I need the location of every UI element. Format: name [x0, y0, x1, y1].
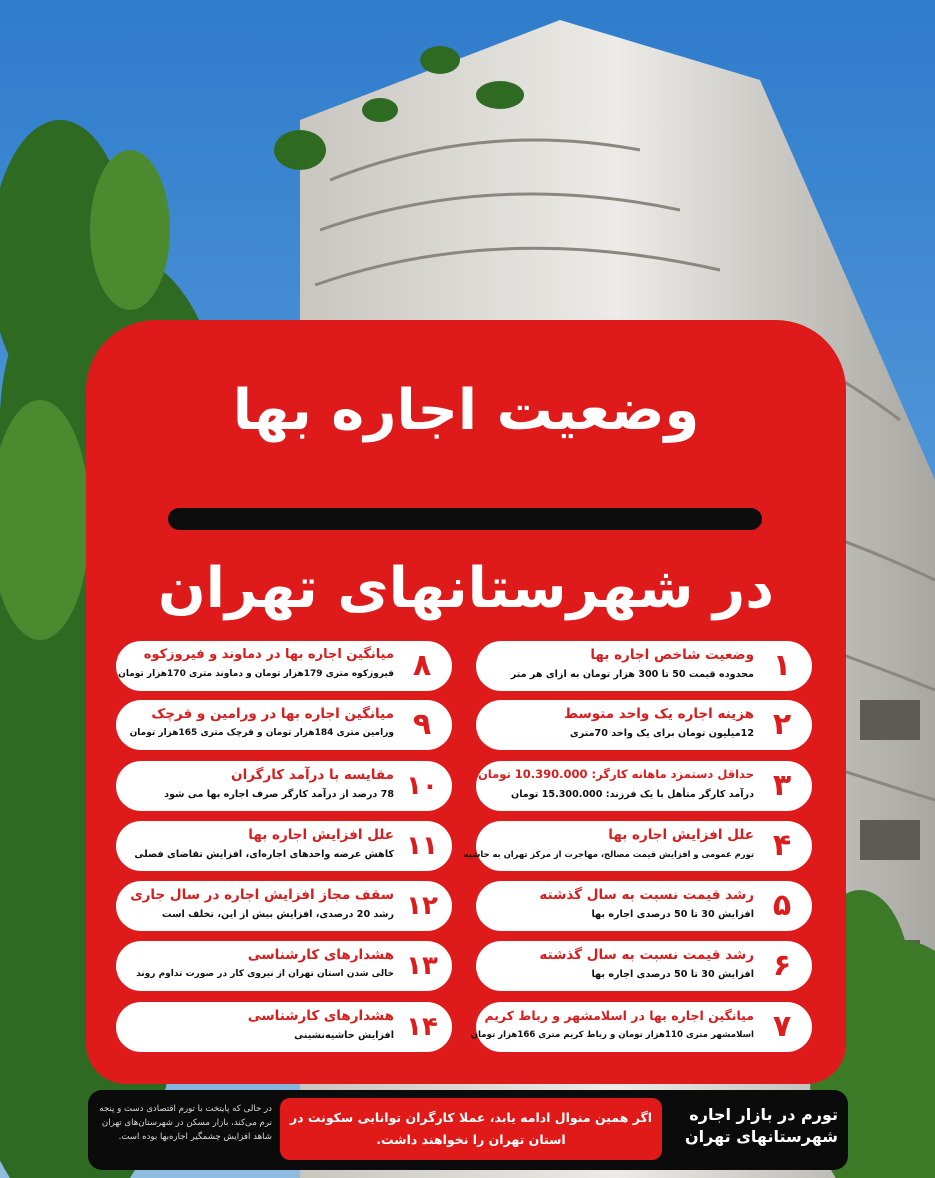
item-number: ۸ — [412, 648, 432, 683]
item-number: ۵ — [772, 888, 792, 923]
main-title: وضعیت اجاره بها — [232, 378, 700, 443]
list-item — [116, 1002, 452, 1052]
title-divider — [168, 508, 762, 530]
item-subtitle: افزایش 30 تا 50 درصدی اجاره بها — [591, 969, 754, 980]
list-item — [116, 881, 452, 931]
item-number: ۲ — [772, 707, 792, 742]
item-number: ۱ — [772, 648, 792, 683]
item-title: میانگین اجاره بها در اسلامشهر و رباط کریم — [484, 1008, 754, 1023]
item-title: وضعیت شاخص اجاره بها — [590, 647, 754, 663]
item-title: سقف مجاز افزایش اجاره در سال جاری — [130, 887, 394, 903]
item-subtitle: 12میلیون تومان برای یک واحد 70متری — [569, 728, 754, 739]
item-number: ۱۰ — [406, 771, 438, 801]
sub-title: در شهرستانهای تهران — [158, 556, 774, 621]
item-title: رشد قیمت نسبت به سال گذشته — [539, 947, 754, 963]
item-subtitle: کاهش عرضه واحدهای اجاره‌ای، افزایش تقاضای فصلی — [134, 849, 394, 860]
footer-heading: تورم در بازار اجاره شهرستانهای تهران — [685, 1105, 838, 1146]
list-item — [116, 700, 452, 750]
list-item — [470, 1002, 812, 1052]
list-item — [463, 821, 812, 871]
list-item — [116, 761, 452, 811]
item-title: علل افزایش اجاره بها — [608, 827, 754, 843]
list-item — [116, 821, 452, 871]
item-number: ۱۴ — [406, 1012, 438, 1042]
item-number: ۱۲ — [406, 891, 438, 921]
item-subtitle: ورامین متری 184هزار تومان و قرچک متری 165هزار تومان — [129, 728, 394, 738]
item-title: میانگین اجاره بها در دماوند و فیروزکوه — [143, 647, 394, 662]
item-subtitle: درآمد کارگر متأهل با یک فرزند: 15.300.000 تومان — [511, 789, 754, 800]
item-number: ۱۳ — [406, 951, 438, 981]
list-item — [476, 641, 812, 691]
list-item — [476, 761, 812, 811]
item-number: ۳ — [772, 768, 792, 803]
item-subtitle: خالی شدن استان تهران از نیروی کار در صورت تداوم روند — [136, 969, 394, 979]
footer-note: در حالی که پایتخت با تورم اقتصادی دست و پنجه نرم می‌کند، بازار مسکن در شهرستان‌های تهران شاهد افزایش چشمگیر اجاره‌بها بوده است. — [99, 1104, 272, 1142]
item-title: علل افزایش اجاره بها — [248, 827, 394, 843]
item-title: هشدارهای کارشناسی — [247, 1008, 394, 1024]
item-number: ۴ — [772, 828, 792, 863]
list-item — [476, 941, 812, 991]
item-title: مقایسه با درآمد کارگران — [231, 767, 394, 783]
item-title: هزینه اجاره یک واحد متوسط — [564, 706, 754, 722]
item-number: ۹ — [412, 707, 432, 742]
footer-highlight-box — [280, 1098, 662, 1160]
item-subtitle: افزایش 30 تا 50 درصدی اجاره بها — [591, 909, 754, 920]
item-subtitle: اسلامشهر متری 110هزار تومان و رباط کریم متری 166هزار تومان — [470, 1030, 754, 1040]
item-subtitle: افزایش حاشیه‌نشینی — [294, 1030, 394, 1041]
list-item — [476, 700, 812, 750]
item-number: ۷ — [772, 1009, 792, 1044]
item-title: میانگین اجاره بها در ورامین و قرچک — [151, 706, 394, 722]
item-title: حداقل دستمزد ماهانه کارگر: 10.390.000 تومان — [477, 767, 754, 781]
item-subtitle: فیروزکوه متری 179هزار تومان و دماوند متری 170هزار تومان — [118, 669, 394, 679]
item-subtitle: محدوده قیمت 50 تا 300 هزار تومان به ازای هر متر — [510, 669, 754, 680]
item-title: رشد قیمت نسبت به سال گذشته — [539, 887, 754, 903]
item-number: ۶ — [772, 948, 792, 983]
item-number: ۱۱ — [406, 831, 438, 861]
list-item — [116, 941, 452, 991]
item-subtitle: تورم عمومی و افزایش قیمت مصالح، مهاجرت از مرکز تهران به حاشیه — [463, 849, 754, 859]
item-subtitle: 78 درصد از درآمد کارگر صرف اجاره بها می شود — [164, 789, 394, 800]
list-item — [116, 641, 452, 691]
item-subtitle: رشد 20 درصدی، افزایش بیش از این، تخلف است — [161, 909, 394, 920]
footer-highlight-text: اگر همین منوال ادامه یابد، عملا کارگران توانایی سکونت در استان تهران را نخواهند داشت. — [289, 1110, 653, 1147]
item-title: هشدارهای کارشناسی — [247, 947, 394, 963]
list-item — [476, 881, 812, 931]
